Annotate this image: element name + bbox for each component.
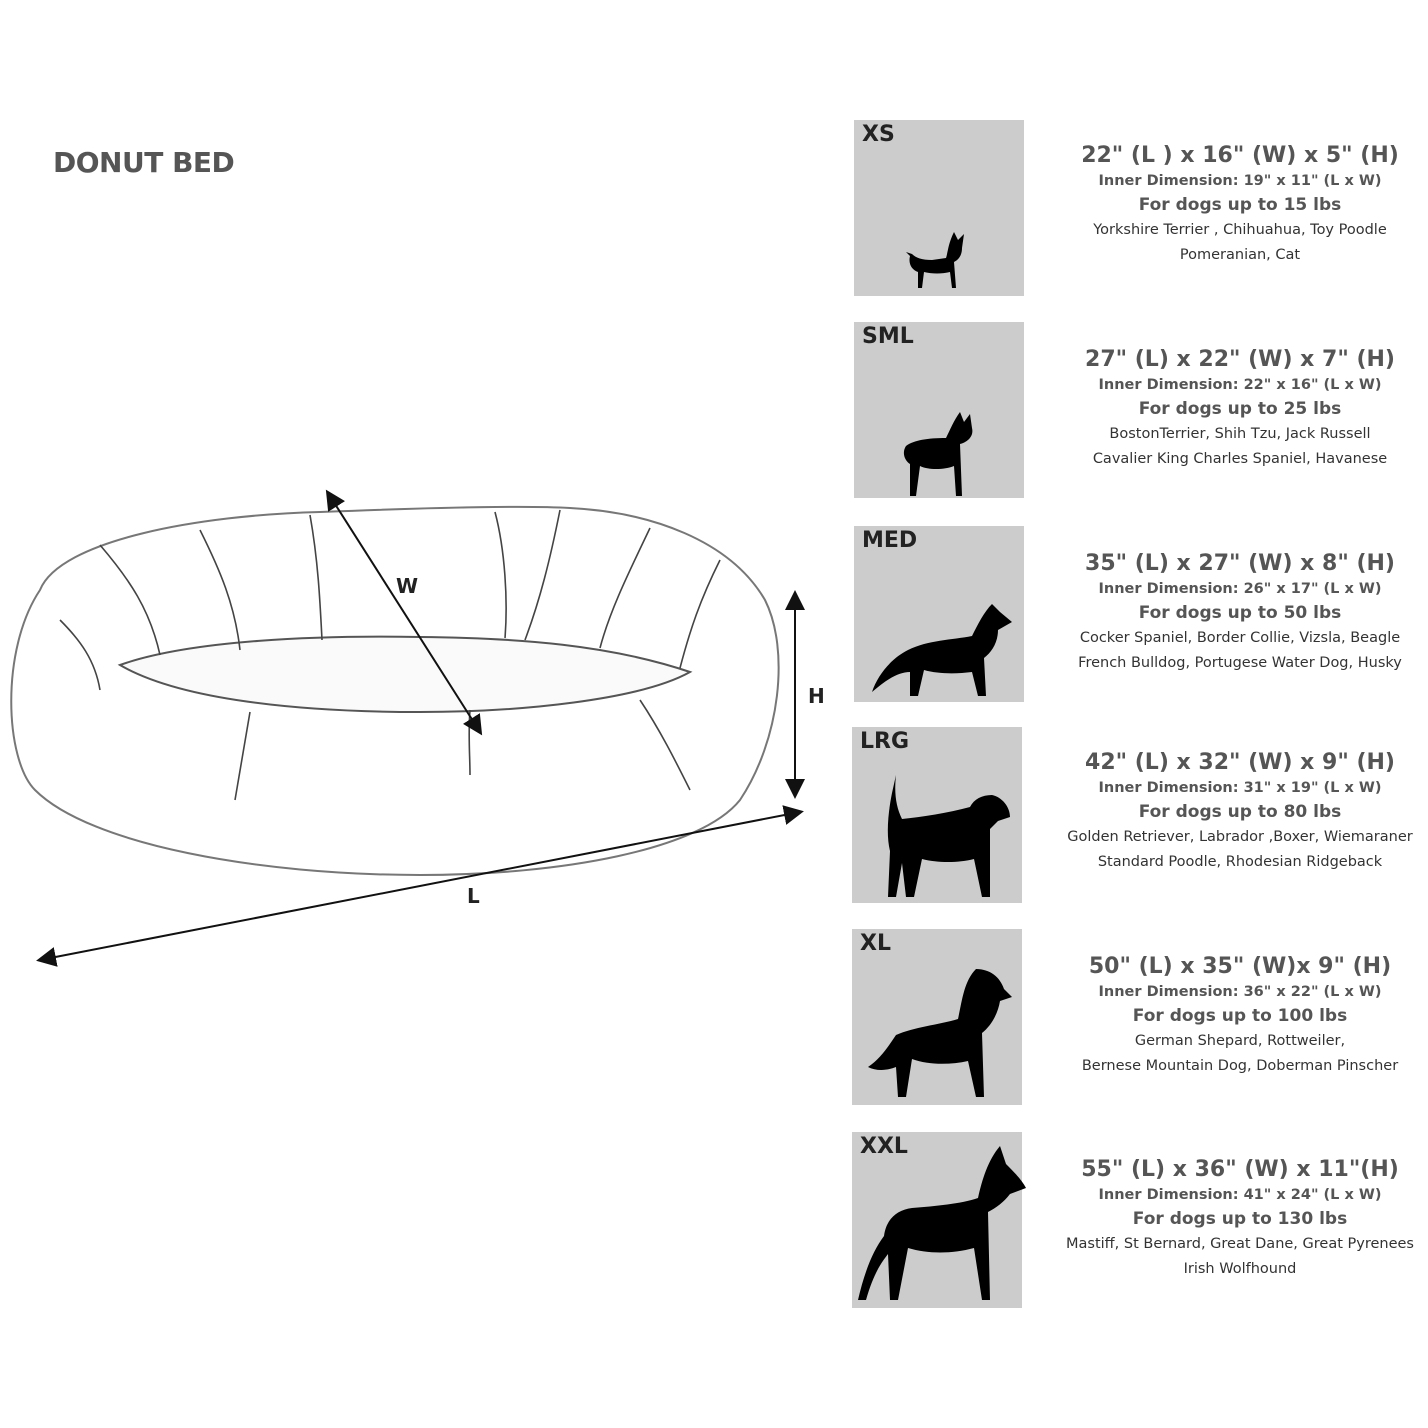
length-label: L [467,884,480,908]
size-dimensions: 42" (L) x 32" (W) x 9" (H) [1085,750,1395,775]
size-tile-xl [852,929,1022,1105]
inner-dimension: Inner Dimension: 22" x 16" (L x W) [1098,377,1382,393]
golden-retriever-silhouette-icon [866,967,1014,1103]
size-info-xs [1050,142,1428,268]
size-code: MED [862,528,918,553]
collie-silhouette-icon [868,602,1014,698]
weight-limit: For dogs up to 80 lbs [1138,802,1342,822]
weight-limit: For dogs up to 25 lbs [1138,399,1342,419]
weight-limit: For dogs up to 130 lbs [1132,1209,1348,1229]
breeds-line-1: BostonTerrier, Shih Tzu, Jack Russell [1109,426,1371,442]
inner-dimension: Inner Dimension: 36" x 22" (L x W) [1098,984,1382,1000]
size-tile-xs [854,120,1024,296]
size-tile-lrg [852,727,1022,903]
great-dane-silhouette-icon [856,1144,1026,1308]
breeds-line-1: German Shepard, Rottweiler, [1134,1033,1346,1049]
size-info-xxl [1050,1156,1428,1282]
breeds-line-1: Cocker Spaniel, Border Collie, Vizsla, Beagle [1079,630,1401,646]
breeds-line-2: Irish Wolfhound [1183,1261,1297,1277]
breeds-line-2: Bernese Mountain Dog, Doberman Pinscher [1081,1058,1399,1074]
size-code: LRG [860,729,910,754]
size-dimensions: 55" (L) x 36" (W) x 11"(H) [1081,1157,1399,1182]
yorkie-silhouette-icon [902,228,968,294]
size-tile-sml [854,322,1024,498]
width-label: W [396,574,419,598]
size-code: XS [862,122,895,147]
inner-dimension: Inner Dimension: 19" x 11" (L x W) [1098,173,1382,189]
breeds-line-2: Cavalier King Charles Spaniel, Havanese [1092,451,1388,467]
size-dimensions: 50" (L) x 35" (W)x 9" (H) [1088,954,1392,979]
size-info-xl [1050,953,1428,1079]
size-info-lrg [1050,749,1428,875]
inner-dimension: Inner Dimension: 26" x 17" (L x W) [1098,581,1382,597]
weight-limit: For dogs up to 15 lbs [1138,195,1342,215]
retriever-silhouette-icon [878,773,1014,901]
size-tile-med [854,526,1024,702]
breeds-line-1: Yorkshire Terrier , Chihuahua, Toy Poodle [1093,222,1387,238]
breeds-line-1: Mastiff, St Bernard, Great Dane, Great Pyrenees [1066,1236,1414,1252]
size-code: SML [862,324,914,349]
size-tile-xxl [852,1132,1022,1308]
size-code: XL [860,931,891,956]
boston-terrier-silhouette-icon [898,410,982,498]
page-title: DONUT BED [53,146,235,179]
breeds-line-2: French Bulldog, Portugese Water Dog, Husky [1078,655,1402,671]
inner-dimension: Inner Dimension: 31" x 19" (L x W) [1098,780,1382,796]
size-dimensions: 35" (L) x 27" (W) x 8" (H) [1085,551,1395,576]
weight-limit: For dogs up to 50 lbs [1138,603,1342,623]
height-label: H [808,684,825,708]
weight-limit: For dogs up to 100 lbs [1132,1006,1348,1026]
size-info-med [1050,550,1428,676]
breeds-line-1: Golden Retriever, Labrador ,Boxer, Wiemaraner [1067,829,1413,845]
size-dimensions: 22" (L ) x 16" (W) x 5" (H) [1081,143,1399,168]
inner-dimension: Inner Dimension: 41" x 24" (L x W) [1098,1187,1382,1203]
breeds-line-2: Pomeranian, Cat [1179,247,1301,263]
donut-bed-diagram [0,480,830,980]
size-info-sml [1050,346,1428,472]
size-code: XXL [860,1134,908,1159]
size-dimensions: 27" (L) x 22" (W) x 7" (H) [1085,347,1395,372]
breeds-line-2: Standard Poodle, Rhodesian Ridgeback [1097,854,1383,870]
